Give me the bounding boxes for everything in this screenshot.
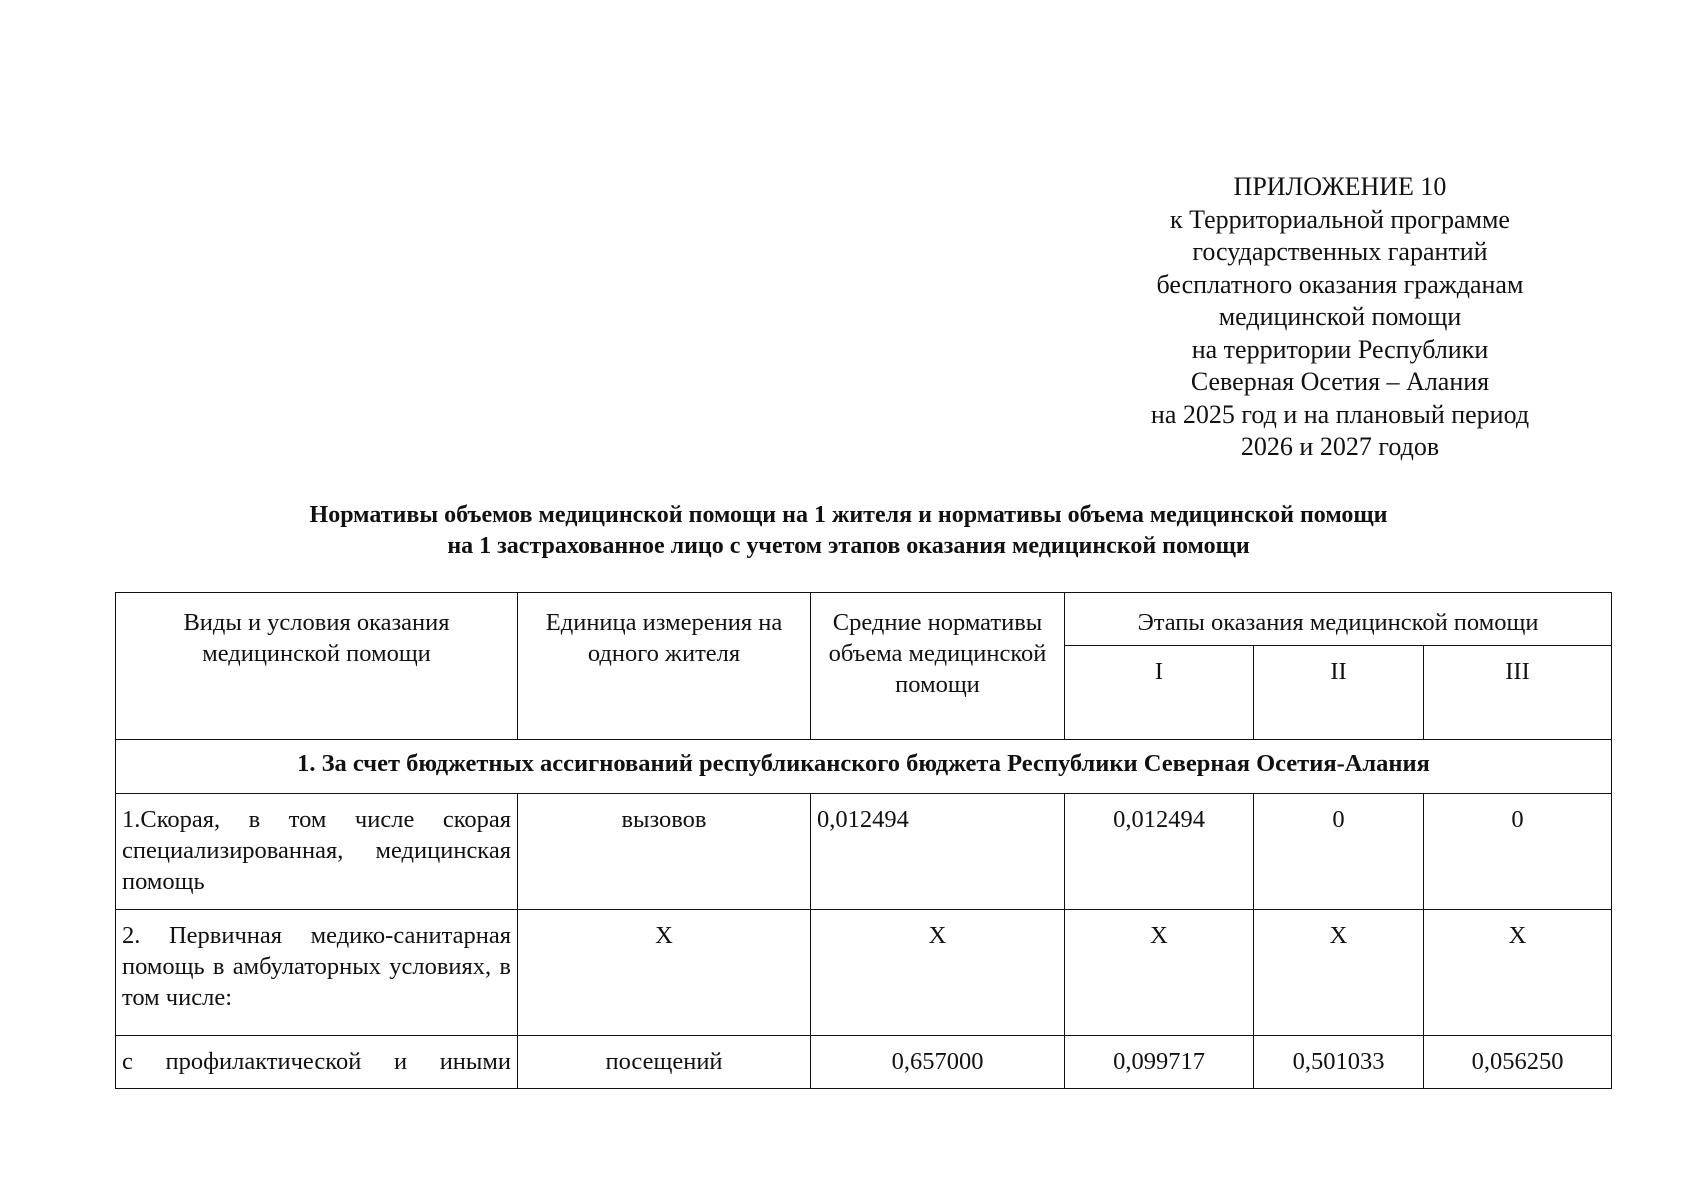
table-row	[116, 794, 1612, 910]
row-1-stage-3: 0	[1424, 794, 1612, 910]
appendix-line: к Территориальной программе	[1170, 204, 1510, 234]
appendix-line: бесплатного оказания гражданам	[1156, 269, 1524, 299]
row-3-stage-2: 0,501033	[1254, 1036, 1424, 1089]
appendix-line: 2026 и 2027 годов	[1240, 432, 1440, 461]
row-2-stage-2: Х	[1254, 910, 1424, 1036]
document-title	[150, 500, 1547, 562]
header-stage-1: I	[1065, 646, 1254, 740]
header-unit: Единица измерения на одного жителя	[518, 593, 811, 740]
document-title-line-2: на 1 застрахованное лицо с учетом этапов оказания медицинской помощи	[447, 533, 1250, 559]
row-2-stage-1: Х	[1065, 910, 1254, 1036]
header-row	[116, 593, 1612, 646]
row-1-unit: вызовов	[518, 794, 811, 910]
section-1-heading: 1. За счет бюджетных ассигнований республиканского бюджета Республики Северная Осетия-Алания	[116, 740, 1612, 794]
row-3-avg: 0,657000	[811, 1036, 1065, 1089]
header-stage-3: III	[1424, 646, 1612, 740]
row-2-stage-3: Х	[1424, 910, 1612, 1036]
row-3-stage-1: 0,099717	[1065, 1036, 1254, 1089]
row-2-avg: Х	[811, 910, 1065, 1036]
appendix-line: на 2025 год и на плановый период	[1150, 399, 1530, 429]
header-stages: Этапы оказания медицинской помощи	[1065, 593, 1612, 646]
row-2-name: 2. Первичная медико-санитарная помощь в амбулаторных условиях, в том числе:	[116, 910, 518, 1036]
row-1-stage-1: 0,012494	[1065, 794, 1254, 910]
row-3-name: с профилактической и иными	[116, 1036, 518, 1089]
appendix-line: медицинской помощи	[1218, 302, 1462, 331]
row-1-name: 1.Скорая, в том числе скорая специализированная, медицинская помощь	[116, 794, 518, 910]
row-1-avg: 0,012494	[811, 794, 1065, 910]
header-stage-2: II	[1254, 646, 1424, 740]
appendix-line: ПРИЛОЖЕНИЕ 10	[1233, 172, 1447, 201]
header-types: Виды и условия оказания медицинской помощи	[116, 593, 518, 740]
row-2-unit: Х	[518, 910, 811, 1036]
norms-table	[115, 592, 1612, 1089]
appendix-block	[1120, 171, 1560, 464]
header-avg: Средние нормативы объема медицинской помощи	[811, 593, 1065, 740]
row-3-unit: посещений	[518, 1036, 811, 1089]
appendix-line: на территории Республики	[1191, 334, 1489, 364]
appendix-line: государственных гарантий	[1192, 237, 1488, 266]
row-3-stage-3: 0,056250	[1424, 1036, 1612, 1089]
document-title-line-1: Нормативы объемов медицинской помощи на 1 жителя и нормативы объема медицинской помощи	[309, 502, 1388, 528]
section-row	[116, 740, 1612, 794]
row-1-stage-2: 0	[1254, 794, 1424, 910]
table-row	[116, 1036, 1612, 1089]
table-row	[116, 910, 1612, 1036]
appendix-line: Северная Осетия – Алания	[1190, 367, 1490, 396]
